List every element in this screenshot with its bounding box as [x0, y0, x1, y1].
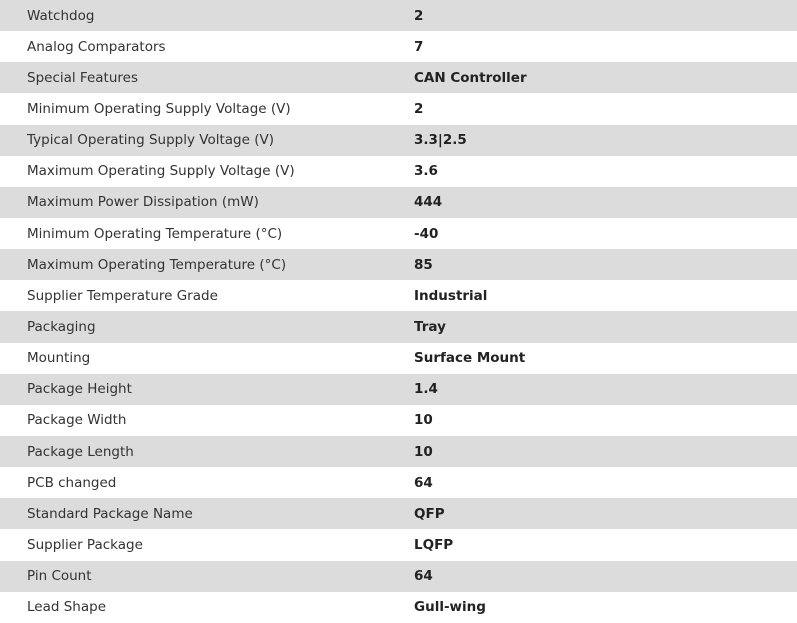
- spec-label: Special Features: [27, 69, 138, 86]
- spec-label: Supplier Temperature Grade: [27, 287, 218, 304]
- spec-row-supplier-temperature-grade: [0, 280, 797, 311]
- spec-value: 444: [414, 194, 443, 211]
- spec-value: 2: [414, 100, 424, 117]
- spec-label: Typical Operating Supply Voltage (V): [27, 132, 274, 149]
- spec-label: Package Width: [27, 412, 127, 429]
- spec-row-package-length: [0, 436, 797, 467]
- spec-label: Analog Comparators: [27, 38, 166, 55]
- spec-value: 85: [414, 256, 433, 273]
- spec-label: Mounting: [27, 350, 91, 367]
- spec-label: Standard Package Name: [27, 505, 193, 522]
- spec-value: LQFP: [414, 536, 454, 553]
- spec-label: Pin Count: [27, 568, 92, 585]
- spec-value: QFP: [414, 505, 445, 522]
- spec-value: Tray: [414, 318, 446, 335]
- spec-row-watchdog: [0, 0, 797, 31]
- spec-value: 10: [414, 412, 433, 429]
- spec-row-packaging: [0, 311, 797, 342]
- spec-row-pin-count: [0, 561, 797, 592]
- spec-value: 64: [414, 568, 433, 585]
- spec-label: Maximum Power Dissipation (mW): [27, 194, 259, 211]
- spec-label: Maximum Operating Supply Voltage (V): [27, 163, 295, 180]
- spec-value: 7: [414, 38, 424, 55]
- spec-label: Maximum Operating Temperature (°C): [27, 256, 287, 273]
- spec-value: Industrial: [414, 287, 488, 304]
- spec-row-min-operating-temperature: [0, 218, 797, 249]
- spec-value: 1.4: [414, 381, 438, 398]
- spec-row-mounting: [0, 343, 797, 374]
- spec-row-max-power-dissipation: [0, 187, 797, 218]
- spec-label: Minimum Operating Supply Voltage (V): [27, 100, 291, 117]
- spec-value: 2: [414, 7, 424, 24]
- spec-label: PCB changed: [27, 474, 117, 491]
- spec-value: 3.3|2.5: [414, 132, 467, 149]
- spec-row-standard-package-name: [0, 498, 797, 529]
- spec-value: 3.6: [414, 163, 438, 180]
- spec-row-max-operating-temperature: [0, 249, 797, 280]
- spec-value: Surface Mount: [414, 350, 526, 367]
- spec-row-analog-comparators: [0, 31, 797, 62]
- spec-row-pcb-changed: [0, 467, 797, 498]
- spec-label: Packaging: [27, 318, 96, 335]
- spec-value: -40: [414, 225, 439, 242]
- spec-value: 64: [414, 474, 433, 491]
- spec-value: CAN Controller: [414, 69, 527, 86]
- spec-row-min-supply-voltage: [0, 93, 797, 124]
- spec-row-package-width: [0, 405, 797, 436]
- spec-value: 10: [414, 443, 433, 460]
- spec-label: Lead Shape: [27, 599, 106, 616]
- spec-label: Watchdog: [27, 7, 95, 24]
- spec-value: Gull-wing: [414, 599, 486, 616]
- spec-label: Package Height: [27, 381, 132, 398]
- spec-label: Minimum Operating Temperature (°C): [27, 225, 283, 242]
- spec-row-lead-shape: [0, 592, 797, 623]
- spec-row-supplier-package: [0, 529, 797, 560]
- spec-row-special-features: [0, 62, 797, 93]
- spec-label: Package Length: [27, 443, 134, 460]
- spec-row-package-height: [0, 374, 797, 405]
- spec-label: Supplier Package: [27, 536, 143, 553]
- spec-row-max-supply-voltage: [0, 156, 797, 187]
- spec-row-typical-supply-voltage: [0, 125, 797, 156]
